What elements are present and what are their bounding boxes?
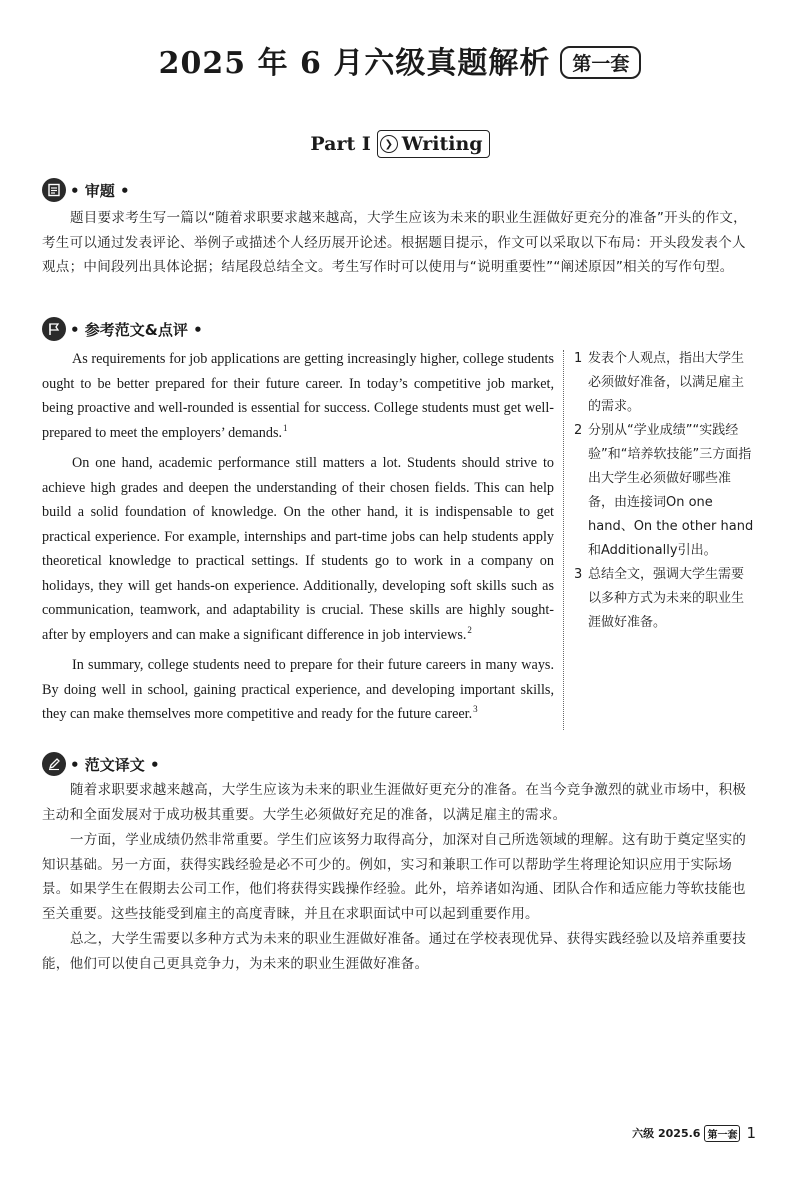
essay-paragraph: As requirements for job applications are getting increasingly higher, college students ought to be better prepared for their future career. In today’s competitive job market, being proactive and well-rounded is essential for success. College students must get well-prepared to meet the employers’ demands.$^1$ [42, 351, 554, 441]
translation-paragraph: 随着求职要求越来越高，大学生应该为未来的职业生涯做好更充分的准备。在当今竞争激烈的就业市场中，积极主动和全面发展对于成功极其重要。大学生必须做好充足的准备，以满足雇主的需求。 [42, 782, 747, 823]
footer-set-badge: 第一套 [704, 1125, 740, 1142]
prompt-analysis: 题目要求考生写一篇以“随着求职要求越来越高，大学生应该为未来的职业生涯做好更充分的准备”开头的作文，考生可以通过发表评论、举例子或描述个人经历展开论述。根据题目提示，作文可以采取以下布局：开头段发表个人观点；中间段列出具体论据；结尾段总结全文。考生写作时可以使用与“说明重要性”“阐述原因”相关的写作句型。 [42, 210, 747, 275]
section-title: • 审题 • [70, 181, 130, 200]
note-number: 3 [574, 567, 583, 582]
part-name: Writing [401, 133, 483, 155]
note-number: 1 [574, 351, 583, 366]
part-name-box [377, 130, 490, 158]
page-title [0, 38, 800, 82]
note-text: 发表个人观点，指出大学生必须做好准备，以满足雇主的需求。 [588, 351, 745, 414]
column-divider [563, 350, 564, 730]
part-label: Part I [310, 133, 371, 155]
commentary-note [574, 347, 756, 419]
footnote-marker: 2 [467, 624, 472, 635]
set-badge: 第一套 [560, 46, 641, 79]
footnote-marker: 1 [283, 422, 288, 433]
translation-paragraph: 一方面，学业成绩仍然非常重要。学生们应该努力取得高分，加深对自己所选领域的理解。这有助于奠定坚实的知识基础。另一方面，获得实践经验是必不可少的。例如，实习和兼职工作可以帮助学生将理论知识应用于实际场景。如果学生在假期去公司工作，他们将获得实践操作经验。此外，培养诸如沟通、团队合作和适应能力等软技能也至关重要。这些技能受到雇主的高度青睐，并且在求职面试中可以起到重要作用。 [42, 832, 747, 922]
translation-paragraph: 总之，大学生需要以多种方式为未来的职业生涯做好准备。通过在学校表现优异、获得实践经验以及培养重要技能，他们可以使自己更具竞争力，为未来的职业生涯做好准备。 [42, 931, 747, 972]
arrow-circle-icon: ❯ [380, 135, 398, 153]
essay-paragraph: In summary, college students need to prepare for their future careers in many ways. By doing well in school, gaining practical experience, and developing important skills, they can make themselves more competitive and ready for the future career.$^3$ [42, 657, 554, 722]
footer-label: 六级 2025.6 [632, 1127, 701, 1140]
note-text: 总结全文，强调大学生需要以多种方式为未来的职业生涯做好准备。 [588, 567, 745, 630]
page-number: 1 [746, 1124, 756, 1142]
pen-icon [42, 752, 66, 776]
section-header-sample [42, 317, 203, 341]
section-title: • 参考范文&点评 • [70, 320, 203, 339]
document-icon [42, 178, 66, 202]
sample-essay [42, 347, 554, 733]
commentary-notes [574, 347, 756, 635]
flag-icon [42, 317, 66, 341]
footnote-marker: 3 [473, 704, 478, 715]
section-header-prompt [42, 178, 130, 202]
essay-paragraph: On one hand, academic performance still matters a lot. Students should strive to achieve high grades and deepen the understanding of their chosen fields. This can help build a solid foundation of knowledge. On the other hand, it is indispensable to get practical experience. For example, internships and part-time jobs can help students apply theoretical knowledge to practical settings. If students go to work in a company on holidays, they will get hands-on experience. Additionally, developing soft skills such as communication, teamwork, and adaptability is crucial. These skills are highly sought-after by employers and can make a significant difference in job interviews.$^2$ [42, 455, 554, 643]
section-header-translation [42, 752, 160, 776]
note-text: 分别从“学业成绩”“实践经验”和“培养软技能”三方面指出大学生必须做好哪些准备，由连接词On one hand、On the other hand和Additionally引出。 [588, 423, 754, 558]
section-title: • 范文译文 • [70, 755, 160, 774]
page-footer [632, 1124, 756, 1142]
commentary-note [574, 563, 756, 635]
title-text: 2025 年 6 月六级真题解析 [158, 46, 551, 81]
part-heading [0, 130, 800, 158]
commentary-note [574, 419, 756, 563]
note-number: 2 [574, 423, 583, 438]
